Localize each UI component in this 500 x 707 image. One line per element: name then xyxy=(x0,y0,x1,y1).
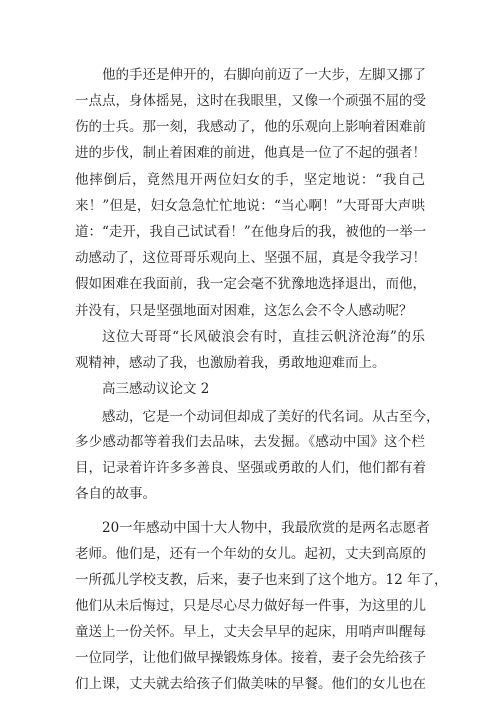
paragraph-4-line-2: 老师。他们是，还有一个年幼的女儿。起初，丈夫到高原的 xyxy=(75,546,426,562)
paragraph-1-line-10: 并没有，只是坚强地面对困难，这怎么会不令人感动呢？ xyxy=(75,303,413,319)
paragraph-3-line-4: 各自的故事。 xyxy=(75,486,156,502)
paragraph-4-line-3: 一所孤儿学校支教，后来，妻子也来到了这个地方。12 年了， xyxy=(75,572,448,588)
paragraph-2-line-2: 观精神，感动了我，也激励着我，勇敢地迎难而上。 xyxy=(75,355,386,371)
paragraph-4-line-1: 20一年感动中国十大人物中，我最欣赏的是两名志愿者 xyxy=(102,520,430,536)
paragraph-1-line-4: 进的步伐，制止着困难的前进，他真是一位了不起的强者！ xyxy=(75,145,426,161)
paragraph-2-line-1: 这位大哥哥“长风破浪会有时，直挂云帆济沧海”的乐 xyxy=(102,329,425,345)
paragraph-1-line-6: 来！”但是，妇女急急忙忙地说：“当心啊！”大哥哥大声哄 xyxy=(75,198,425,214)
paragraph-1-line-7: 道：“走开，我自己试试看！”在他身后的我，被他的一举一 xyxy=(75,224,427,240)
paragraph-1-line-9: 假如困难在我面前，我一定会毫不犹豫地选择退出，而他， xyxy=(75,276,426,292)
paragraph-1-line-3: 伤的士兵。那一刻，我感动了，他的乐观向上影响着困难前 xyxy=(75,119,426,135)
paragraph-1-line-2: 一点点，身体摇晃，这时在我眼里，又像一个顽强不屈的受 xyxy=(75,93,426,109)
paragraph-4-line-6: 一位同学，让他们做早操锻炼身体。接着，妻子会先给孩子 xyxy=(75,650,426,666)
paragraph-1-line-1: 他的手还是伸开的，右脚向前迈了一大步，左脚又挪了 xyxy=(102,67,426,83)
paragraph-3-line-1: 感动，它是一个动词但却成了美好的代名词。从古至今， xyxy=(102,409,440,425)
paragraph-1-line-8: 动感动了，这位哥哥乐观向上、坚强不屈，真是令我学习！ xyxy=(75,250,426,266)
paragraph-3-line-3: 目，记录着许许多多善良、坚强或勇敢的人们，他们都有着 xyxy=(75,460,426,476)
paragraph-4-line-5: 童送上一份关怀。早上，丈夫会早早的起床，用哨声叫醒每 xyxy=(75,624,426,640)
paragraph-4-line-4: 他们从未后悔过，只是尽心尽力做好每一件事，为这里的儿 xyxy=(75,598,426,614)
paragraph-3-line-2: 多少感动都等着我们去品味，去发掘。《感动中国》这个栏 xyxy=(75,434,425,450)
paragraph-4-line-7: 们上课，丈夫就去给孩子们做美味的早餐。他们的女儿也在 xyxy=(75,676,426,692)
section-heading: 高三感动议论文 2 xyxy=(102,381,210,397)
paragraph-1-line-5: 他摔倒后，竟然甩开两位妇女的手，坚定地说：“我自己 xyxy=(75,172,425,188)
